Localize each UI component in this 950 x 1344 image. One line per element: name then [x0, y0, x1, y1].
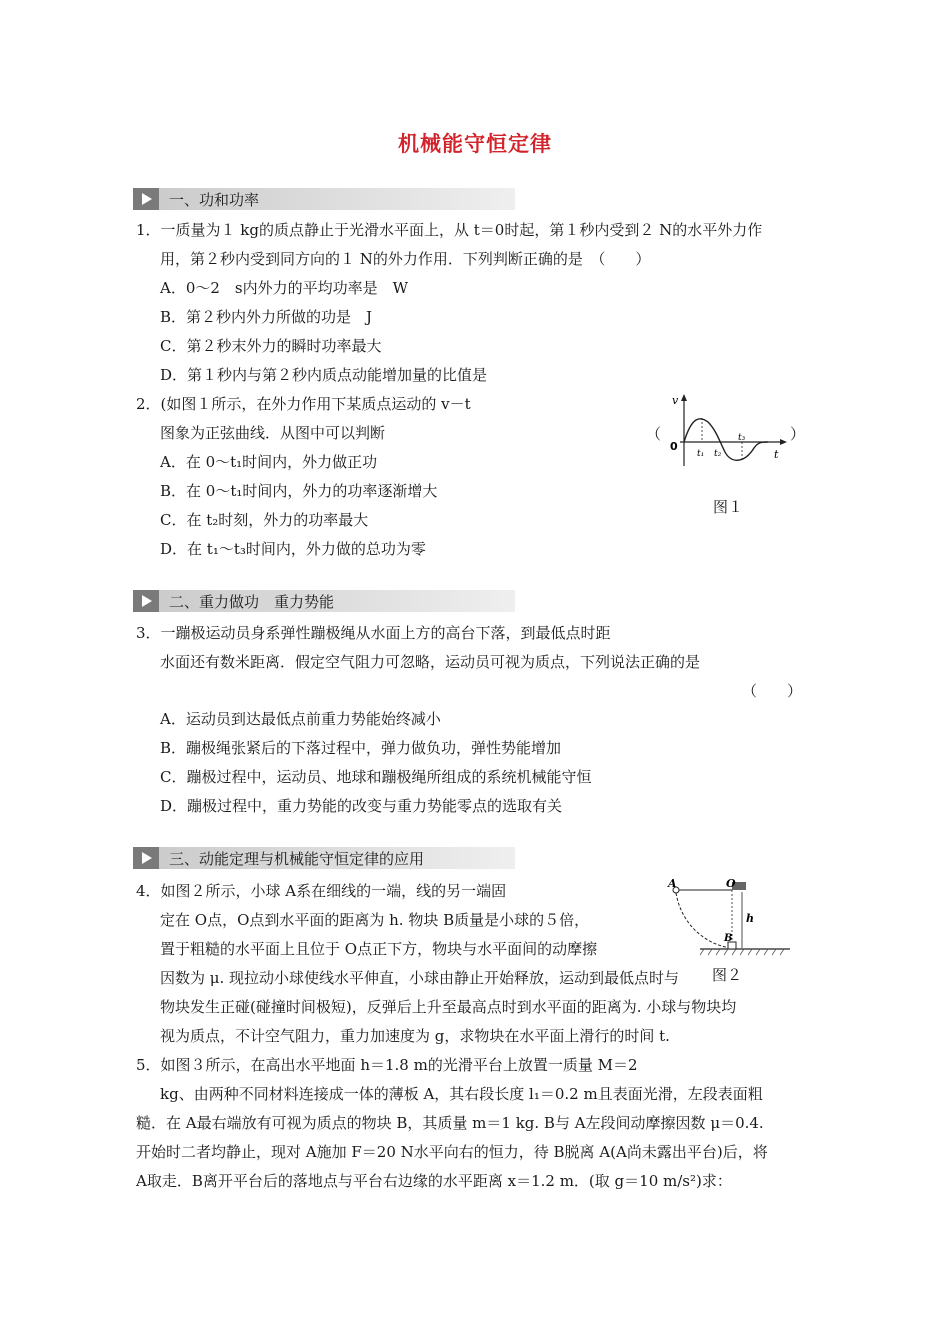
label-h: h — [746, 912, 754, 925]
q1-line: 用，第２秒内受到同方向的１ N的外力作用．下列判断正确的是 （ ） — [160, 250, 651, 268]
section-header-1 — [133, 188, 515, 210]
page-title: 机械能守恒定律 — [398, 132, 552, 156]
q1-option: A．0～2 s内外力的平均功率是 W — [160, 279, 409, 297]
q2-option: A．在 0～t₁时间内，外力做正功 — [160, 453, 378, 471]
axis-label-v: v — [672, 394, 679, 407]
figure-1-caption: 图１ — [713, 498, 744, 516]
figure-2-caption: 图２ — [712, 966, 743, 984]
play-arrow-icon — [133, 188, 159, 210]
v-axis-arrow — [681, 394, 687, 401]
play-arrow-icon — [133, 847, 159, 869]
q4-line: 4．如图２所示，小球 A系在细线的一端，线的另一端固 — [136, 882, 507, 900]
ground-hatch — [700, 949, 784, 955]
t-axis-arrow — [780, 439, 787, 445]
figure-2-pendulum — [660, 878, 798, 960]
q4-line: 置于粗糙的水平面上且位于 O点正下方，物块与水平面间的动摩擦 — [160, 940, 598, 958]
label-b: B — [724, 933, 733, 944]
q5-line: 糙．在 A最右端放有可视为质点的物块 B，其质量 m＝1 kg. B与 A左段间动摩擦因数 μ＝0.4. — [136, 1114, 764, 1132]
q5-line: A取走．B离开平台后的落地点与平台右边缘的水平距离 x＝1.2 m．(取 g＝10 m/s²)求： — [136, 1172, 732, 1190]
figure-1-vt-graph — [664, 392, 790, 468]
q3-line: 3．一蹦极运动员身系弹性蹦极绳从水面上方的高台下落，到最低点时距 — [136, 624, 611, 642]
play-arrow-icon — [133, 590, 159, 612]
q3-option: B．蹦极绳张紧后的下落过程中，弹力做负功，弹性势能增加 — [160, 739, 562, 757]
q1-option: C．第２秒末外力的瞬时功率最大 — [160, 337, 382, 355]
section-header-3 — [133, 847, 515, 869]
answer-paren-left: （ — [646, 425, 662, 443]
tick-label-t3: t₃ — [738, 433, 746, 443]
q3-option: A．运动员到达最低点前重力势能始终减小 — [160, 710, 441, 728]
q1-option: B．第２秒内外力所做的功是 J — [160, 308, 373, 326]
origin-label: 0 — [670, 440, 678, 453]
tick-label-t1: t₁ — [697, 449, 705, 459]
q4-line: 物块发生正碰(碰撞时间极短)，反弹后上升至最高点时到水平面的距离为. 小球与物块均 — [160, 998, 737, 1016]
q2-line: 2．(如图１所示，在外力作用下某质点运动的 v－t — [136, 395, 471, 413]
q2-line: 图象为正弦曲线．从图中可以判断 — [160, 424, 386, 442]
answer-paren-right: ） — [790, 425, 806, 443]
section-header-2 — [133, 590, 515, 612]
section-label: 三、动能定理与机械能守恒定律的应用 — [169, 850, 425, 868]
q5-line: 开始时二者均静止，现对 A施加 F＝20 N水平向右的恒力，待 B脱离 A(A尚未露出平台)后，将 — [136, 1143, 768, 1161]
label-o: O — [726, 878, 736, 890]
q3-option: D．蹦极过程中，重力势能的改变与重力势能零点的选取有关 — [160, 797, 563, 815]
q2-option: C．在 t₂时刻，外力的功率最大 — [160, 511, 369, 529]
q2-option: B．在 0～t₁时间内，外力的功率逐渐增大 — [160, 482, 438, 500]
q2-option: D．在 t₁～t₃时间内，外力做的总功为零 — [160, 540, 426, 558]
answer-paren: （ ） — [742, 682, 803, 700]
q3-line: 水面还有数米距离．假定空气阻力可忽略，运动员可视为质点，下列说法正确的是 — [160, 653, 701, 671]
section-label: 二、重力做功 重力势能 — [169, 593, 335, 611]
q3-option: C．蹦极过程中，运动员、地球和蹦极绳所组成的系统机械能守恒 — [160, 768, 592, 786]
q1-line: 1．一质量为１ kg的质点静止于光滑水平面上，从 t＝0时起，第１秒内受到２ N的水平外力作 — [136, 221, 763, 239]
q4-line: 定在 O点，O点到水平面的距离为 h. 物块 B质量是小球的５倍， — [160, 911, 590, 929]
q4-line: 视为质点，不计空气阻力，重力加速度为 g，求物块在水平面上滑行的时间 t. — [160, 1027, 670, 1045]
q4-line: 因数为 μ. 现拉动小球使线水平伸直，小球由静止开始释放，运动到最低点时与 — [160, 969, 680, 987]
section-label: 一、功和功率 — [169, 191, 260, 209]
tick-label-t2: t₂ — [714, 449, 722, 459]
q5-line: kg、由两种不同材料连接成一体的薄板 A，其右段长度 l₁＝0.2 m且表面光滑，左段表面粗 — [160, 1085, 763, 1103]
q1-option: D．第１秒内与第２秒内质点动能增加量的比值是 — [160, 366, 488, 384]
axis-label-t: t — [774, 448, 779, 461]
label-a: A — [668, 878, 677, 890]
q5-line: 5．如图３所示，在高出水平地面 h＝1.8 m的光滑平台上放置一质量 M＝2 — [136, 1056, 638, 1074]
